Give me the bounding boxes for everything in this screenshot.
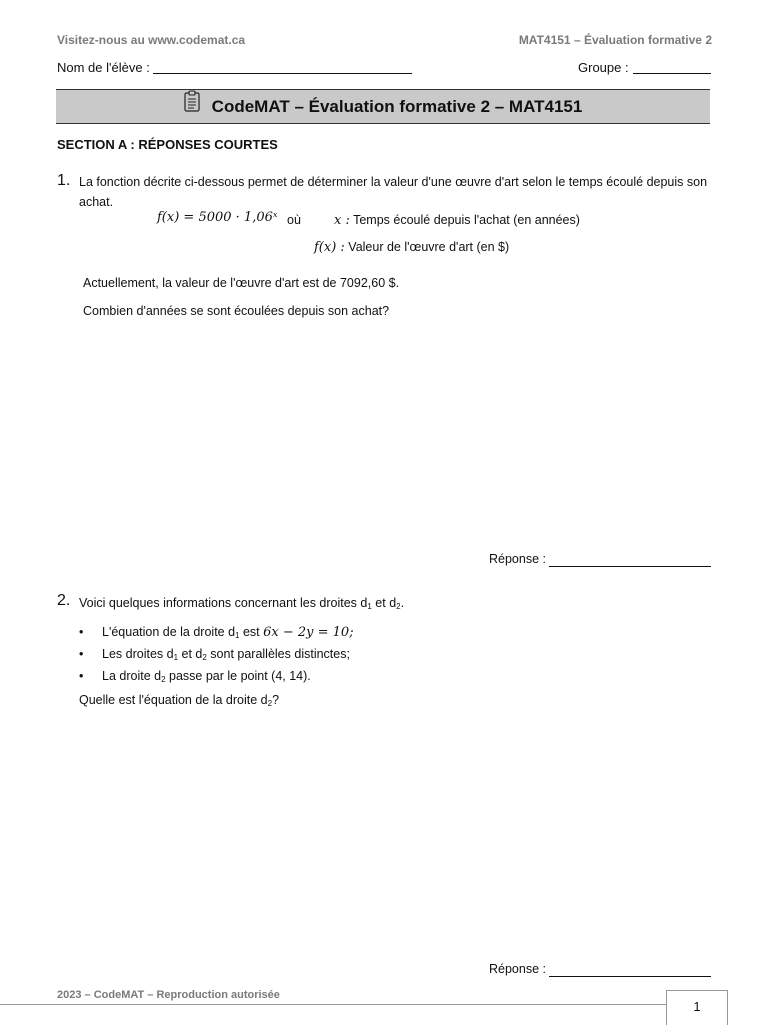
list-item [79, 666, 354, 688]
title-banner [56, 89, 710, 124]
subscript-2: 2 [396, 602, 401, 611]
header-website: Visitez-nous au www.codemat.ca [57, 33, 246, 47]
page-number-box [666, 990, 728, 1025]
b3-part: La droite d [102, 669, 162, 683]
student-name-line[interactable] [153, 73, 412, 74]
subscript-2: 2 [202, 653, 207, 662]
def-x-var: x : [334, 213, 350, 228]
def-fx-text: Valeur de l'œuvre d'art (en $) [348, 240, 510, 254]
question-1-answer-line[interactable] [549, 566, 711, 567]
q2-intro-part: et d [371, 596, 397, 610]
section-title: SECTION A : RÉPONSES COURTES [57, 137, 278, 152]
question-2-conditions [79, 622, 354, 688]
q2-ask-part: ? [272, 693, 280, 707]
student-name-label: Nom de l'élève : [57, 60, 150, 75]
question-2-answer-line[interactable] [549, 976, 711, 977]
line-equation: 6x − 2y = 10; [263, 625, 354, 640]
question-1-formula: f(x) = 5000 · 1,06ˣ [157, 210, 278, 225]
question-2-number: 2. [57, 592, 71, 609]
b3-part: passe par le point (4, 14). [165, 669, 311, 683]
list-item [79, 622, 354, 644]
question-1-definition-fx [314, 237, 509, 258]
question-1-answer-label: Réponse : [489, 552, 546, 566]
group-line[interactable] [633, 73, 711, 74]
question-1-ou: où [287, 213, 301, 227]
list-item [79, 644, 354, 666]
b2-part: et d [178, 647, 203, 661]
question-1-definition-x [334, 210, 580, 231]
def-fx-var: f(x) : [314, 240, 345, 255]
clipboard-icon [184, 90, 200, 123]
subscript-1: 1 [367, 602, 372, 611]
subscript-1: 1 [235, 631, 240, 640]
page-title-wrap [56, 90, 710, 123]
footer-copyright: 2023 – CodeMAT – Reproduction autorisée [57, 989, 280, 1001]
b2-part: sont parallèles distinctes; [206, 647, 350, 661]
subscript-2: 2 [161, 675, 166, 684]
b2-part: Les droites d [102, 647, 174, 661]
b1-part: L'équation de la droite d [102, 625, 236, 639]
q2-ask-part: Quelle est l'équation de la droite d [79, 693, 268, 707]
question-1-question: Combien d'années se sont écoulées depuis son achat? [83, 304, 390, 318]
page-number: 1 [693, 999, 701, 1014]
q2-intro-part: Voici quelques informations concernant les droites d [79, 596, 368, 610]
question-2-question [79, 690, 279, 712]
subscript-1: 1 [173, 653, 179, 662]
def-x-text: Temps écoulé depuis l'achat (en années) [353, 213, 580, 227]
question-1-text: La fonction décrite ci-dessous permet de déterminer la valeur d'une œuvre d'art selon le temps écoulé depuis son achat. [79, 175, 708, 209]
question-1-number: 1. [57, 172, 71, 189]
header-course: MAT4151 – Évaluation formative 2 [518, 33, 712, 47]
question-1-statement: Actuellement, la valeur de l'œuvre d'art est de 7092,60 $. [83, 276, 400, 290]
q2-intro-part: . [400, 596, 405, 610]
question-2-intro [79, 593, 404, 615]
footer-divider [0, 1004, 666, 1005]
page-title: CodeMAT – Évaluation formative 2 – MAT4151 [211, 97, 583, 116]
group-label: Groupe : [578, 60, 629, 75]
subscript-2: 2 [267, 699, 273, 708]
question-2-answer-label: Réponse : [489, 962, 546, 976]
b1-part: est [239, 625, 264, 639]
